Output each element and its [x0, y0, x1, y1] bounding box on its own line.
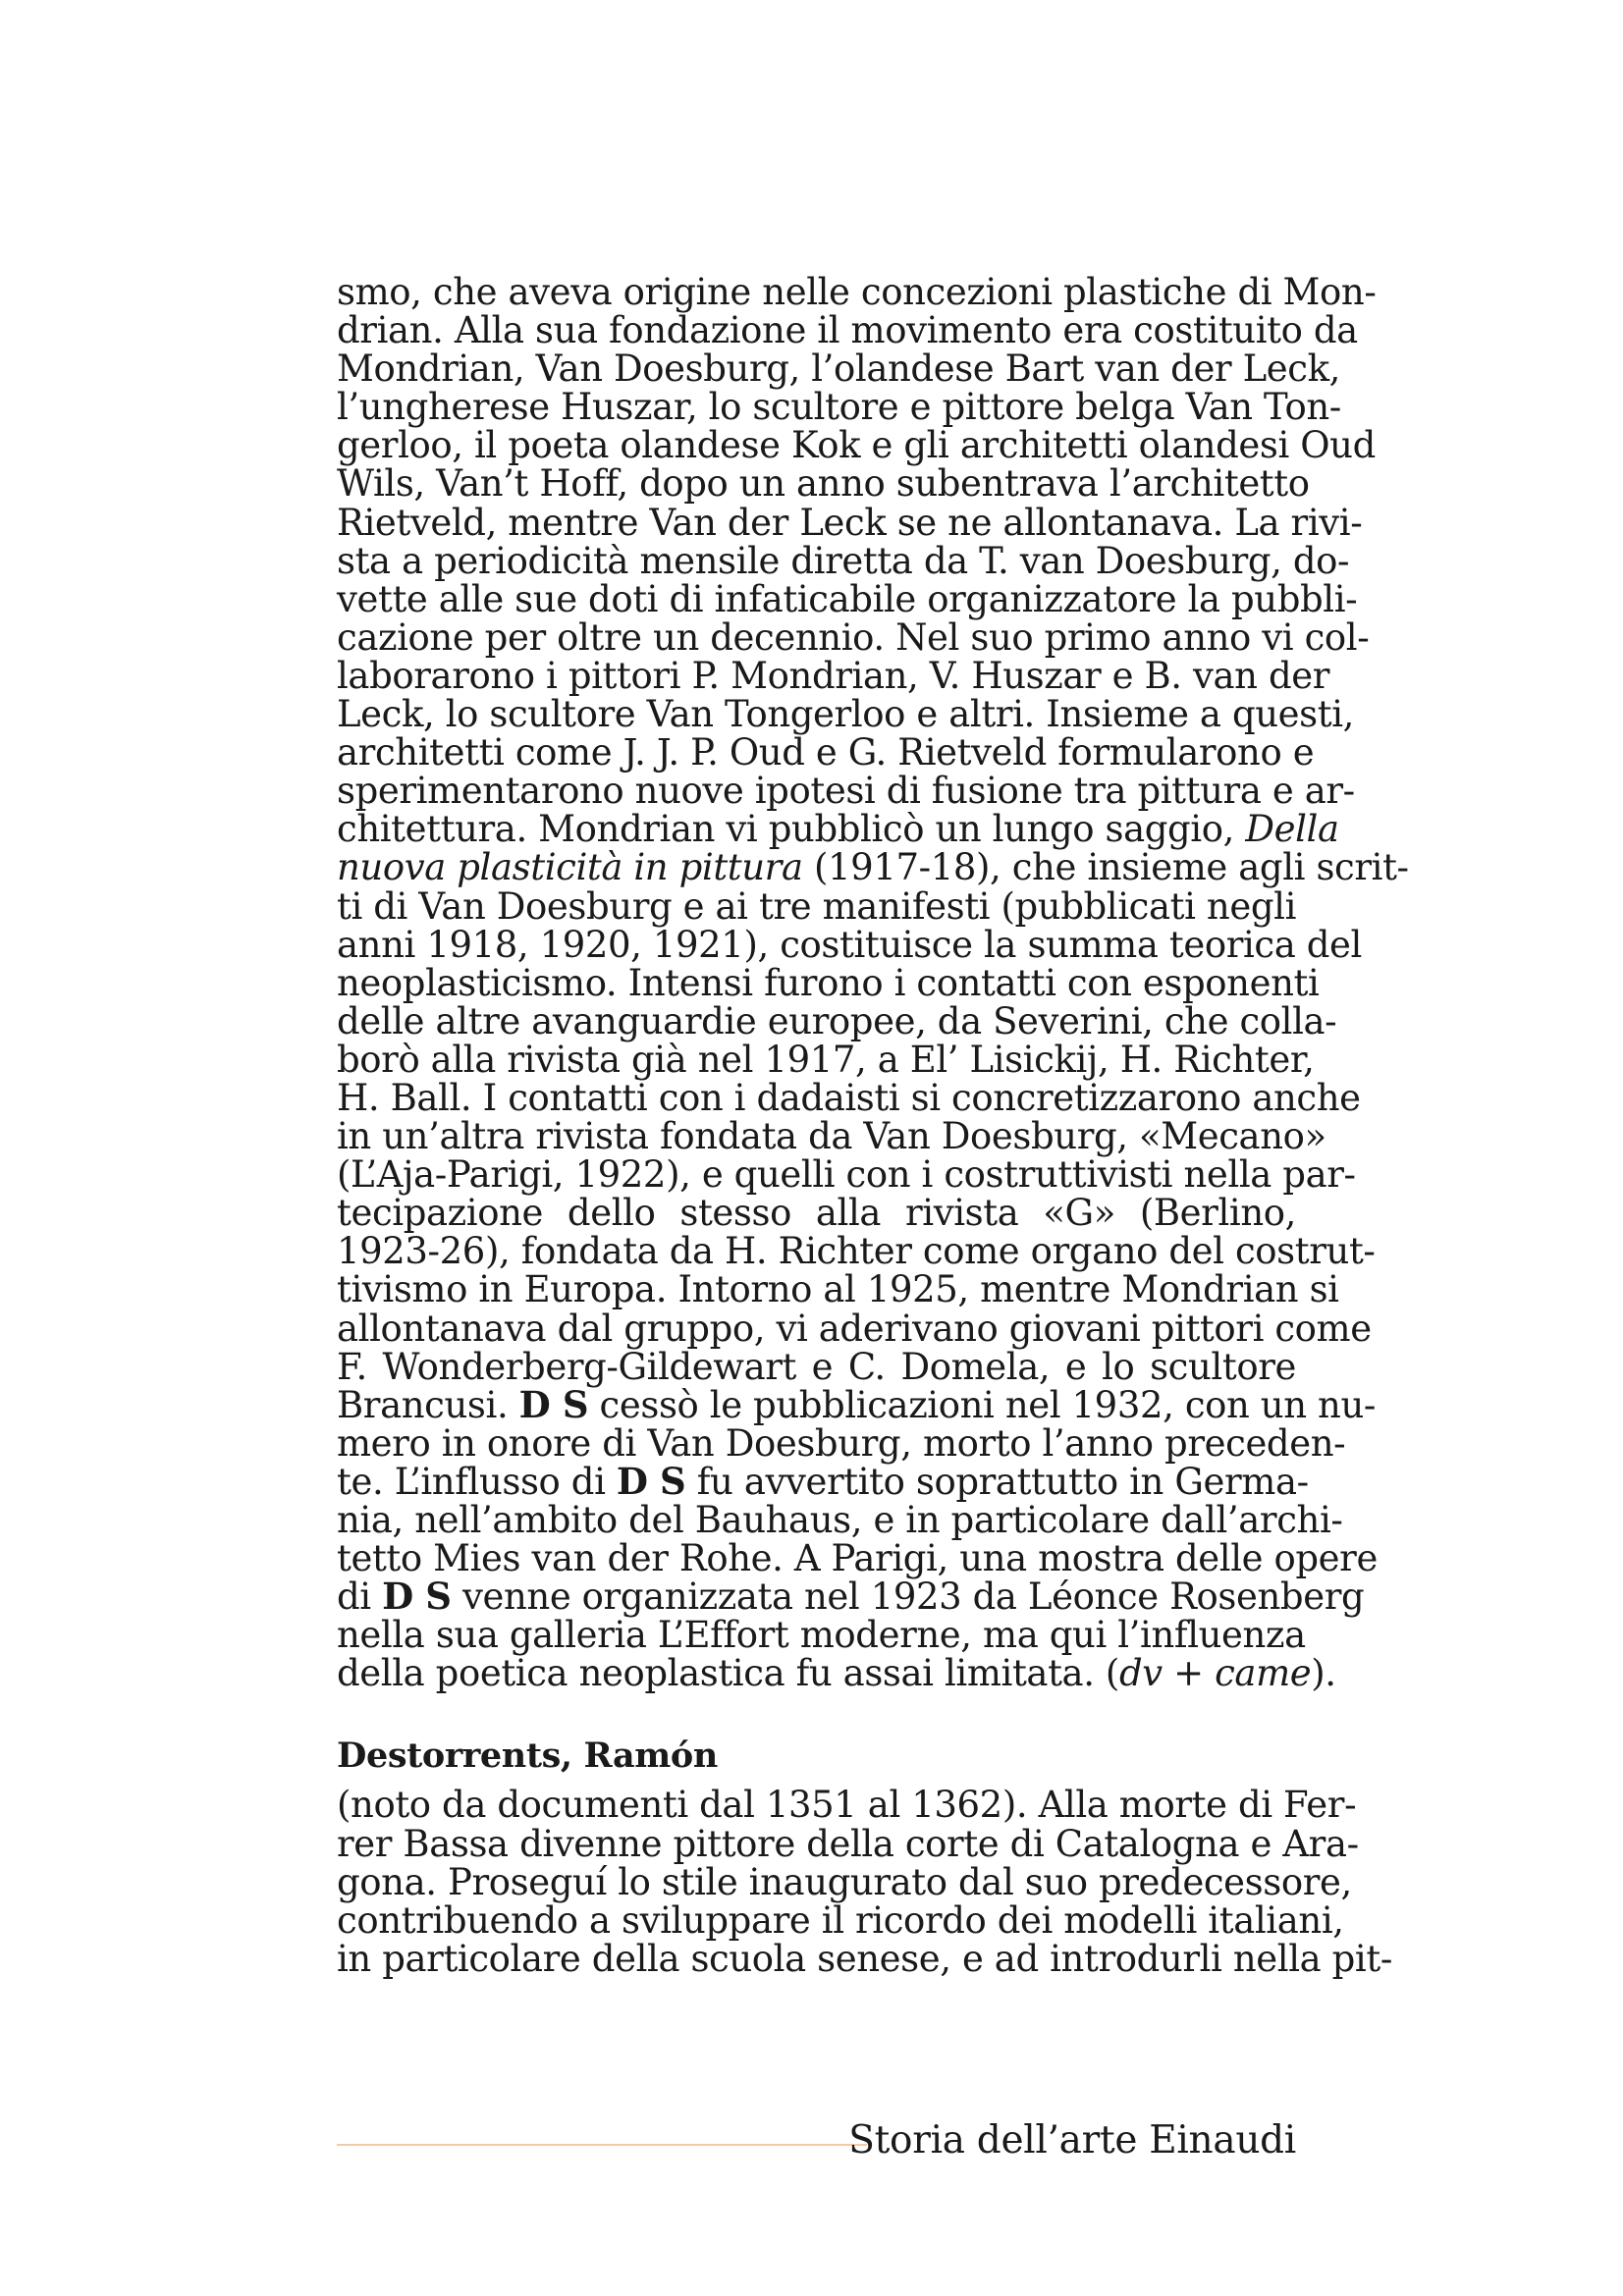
- page-footer: [337, 2110, 1296, 2169]
- text-line: vette alle sue doti di infaticabile organizzatore la pubbli-: [337, 577, 1358, 620]
- text-line: Wils, Van’t Hoff, dopo un anno subentrava l’architetto: [337, 462, 1310, 506]
- author-initials: dv: [1118, 1652, 1163, 1695]
- text-line: F. Wonderberg-Gildewart e C. Domela, e lo scultore: [337, 1345, 1296, 1388]
- text-line: Leck, lo scultore Van Tongerloo e altri. Insieme a questi,: [337, 693, 1355, 736]
- text-segment: venne organizzata nel 1923 da Léonce Rosenberg: [451, 1575, 1365, 1619]
- text-segment: della poetica neoplastica fu assai limitata. (: [337, 1652, 1119, 1695]
- text-segment: ).: [1311, 1652, 1336, 1695]
- text-line: smo, che aveva origine nelle concezioni plastiche di Mon-: [337, 271, 1377, 313]
- text-line: l’ungherese Huszar, lo scultore e pittore belga Van Ton-: [337, 386, 1341, 429]
- text-line: cazione per oltre un decennio. Nel suo primo anno vi col-: [337, 615, 1370, 659]
- text-line: [337, 1459, 1309, 1503]
- author-initials: came: [1215, 1652, 1312, 1695]
- text-segment: Brancusi.: [337, 1383, 519, 1426]
- text-line: tivismo in Europa. Intorno al 1925, mentre Mondrian si: [337, 1268, 1339, 1311]
- text-line: 1923-26), fondata da H. Richter come organo del costrut-: [337, 1230, 1376, 1273]
- text-segment: chitettura. Mondrian vi pubblicò un lungo saggio,: [337, 808, 1246, 851]
- text-line: laborarono i pittori P. Mondrian, V. Huszar e B. van der: [337, 654, 1330, 697]
- text-line: neoplasticismo. Intensi furono i contatti con esponenti: [337, 961, 1320, 1004]
- text-line: [337, 1575, 1365, 1619]
- footer-divider: [337, 2144, 867, 2146]
- text-line: borò alla rivista già nel 1917, a El’ Lisickij, H. Richter,: [337, 1038, 1315, 1081]
- text-line: tecipazione dello stesso alla rivista «G» (Berlino,: [337, 1192, 1296, 1235]
- text-line: allontanava dal gruppo, vi aderivano giovani pittori come: [337, 1307, 1372, 1350]
- text-line: nia, nell’ambito del Bauhaus, e in particolare dall’archi-: [337, 1499, 1343, 1541]
- text-segment: te. L’influsso di: [337, 1460, 617, 1503]
- body-paragraph-de-stijl: [337, 271, 1409, 1695]
- text-segment: cessò le pubblicazioni nel 1932, con un nu-: [588, 1383, 1376, 1426]
- text-line: (L’Aja-Parigi, 1922), e quelli con i costruttivisti nella par-: [337, 1153, 1356, 1197]
- text-line: ti di Van Doesburg e ai tre manifesti (pubblicati negli: [337, 884, 1296, 928]
- text-line: sta a periodicità mensile diretta da T. van Doesburg, do-: [337, 539, 1350, 582]
- text-line: (noto da documenti dal 1351 al 1362). Alla morte di Fer-: [337, 1784, 1357, 1827]
- text-line: delle altre avanguardie europee, da Severini, che colla-: [337, 999, 1337, 1042]
- text-line: in particolare della scuola senese, e ad introdurli nella pit-: [337, 1937, 1392, 1980]
- italic-title: Della: [1245, 808, 1339, 851]
- text-line: gerloo, il poeta olandese Kok e gli architetti olandesi Oud: [337, 424, 1376, 467]
- text-line: sperimentarono nuove ipotesi di fusione tra pittura e ar-: [337, 770, 1355, 813]
- ds-abbreviation: D S: [382, 1575, 452, 1619]
- italic-title: nuova plasticità in pittura: [337, 846, 803, 889]
- body-paragraph-destorrents: [337, 1784, 1392, 1980]
- text-line: tetto Mies van der Rohe. A Parigi, una mostra delle opere: [337, 1537, 1378, 1580]
- text-line: Rietveld, mentre Van der Leck se ne allontanava. La rivi-: [337, 501, 1363, 544]
- text-line: [337, 1382, 1376, 1426]
- page-content: [337, 271, 1409, 1980]
- entry-heading: Destorrents, Ramón: [337, 1735, 718, 1777]
- ds-abbreviation: D S: [518, 1382, 589, 1426]
- text-line: [337, 1652, 1336, 1695]
- text-line: nella sua galleria L’Effort moderne, ma qui l’influenza: [337, 1614, 1306, 1657]
- text-line: rer Bassa divenne pittore della corte di Catalogna e Ara-: [337, 1822, 1359, 1865]
- text-segment: +: [1162, 1652, 1216, 1695]
- text-line: [337, 808, 1339, 851]
- text-segment: di: [337, 1575, 383, 1619]
- text-line: in un’altra rivista fondata da Van Doesburg, «Mecano»: [337, 1115, 1326, 1158]
- text-line: [337, 846, 1409, 889]
- footer-publication-title: Storia dell’arte Einaudi: [848, 2118, 1296, 2163]
- text-line: drian. Alla sua fondazione il movimento era costituito da: [337, 309, 1358, 352]
- text-line: mero in onore di Van Doesburg, morto l’anno preceden-: [337, 1421, 1346, 1465]
- text-line: anni 1918, 1920, 1921), costituisce la summa teorica del: [337, 923, 1362, 966]
- text-line: contribuendo a sviluppare il ricordo dei modelli italiani,: [337, 1898, 1344, 1942]
- text-line: architetti come J. J. P. Oud e G. Rietveld formularono e: [337, 731, 1315, 774]
- ds-abbreviation: D S: [616, 1459, 686, 1503]
- text-segment: fu avvertito soprattutto in Germa-: [685, 1460, 1309, 1503]
- text-line: H. Ball. I contatti con i dadaisti si concretizzarono anche: [337, 1076, 1361, 1119]
- text-line: Mondrian, Van Doesburg, l’olandese Bart van der Leck,: [337, 347, 1340, 391]
- text-line: gona. Proseguí lo stile inaugurato dal suo predecessore,: [337, 1860, 1352, 1903]
- text-segment: (1917-18), che insieme agli scrit-: [802, 846, 1409, 889]
